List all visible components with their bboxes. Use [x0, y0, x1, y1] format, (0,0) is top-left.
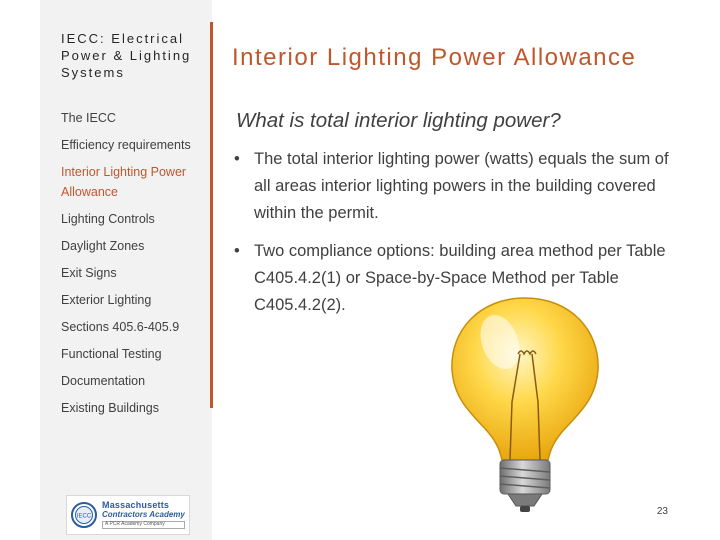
bullet-item	[234, 146, 674, 227]
logo-badge-text: IECC	[76, 513, 92, 520]
sidebar-item-lighting-controls[interactable]: Lighting Controls	[61, 212, 155, 226]
sidebar-item-existing-buildings[interactable]: Existing Buildings	[61, 401, 159, 415]
question-heading: What is total interior lighting power?	[236, 109, 561, 132]
bullet-text: Two compliance options: building area method per Table C405.4.2(1) or Space-by-Space Method per Table C405.4.2(2).	[254, 242, 666, 314]
page-number: 23	[656, 506, 668, 517]
light-bulb-icon	[440, 292, 610, 522]
sidebar-nav	[61, 108, 211, 425]
page-title: Interior Lighting Power Allowance	[232, 44, 637, 71]
logo-line-1: Massachusetts	[102, 500, 170, 511]
sidebar-item-functional-testing[interactable]: Functional Testing	[61, 347, 162, 361]
sidebar-item-sections-405-6-405-9[interactable]: Sections 405.6-405.9	[61, 320, 180, 334]
logo-line-3: A PCR Academy Company	[102, 521, 185, 528]
sidebar-item-interior-lighting-power-allowance[interactable]: Interior Lighting Power Allowance	[61, 165, 187, 199]
sidebar-item-efficiency-requirements[interactable]: Efficiency requirements	[61, 138, 191, 152]
academy-logo	[66, 495, 190, 535]
logo-line-2: Contractors Academy	[102, 509, 185, 519]
sidebar-item-documentation[interactable]: Documentation	[61, 374, 146, 388]
sidebar-item-the-iecc[interactable]: The IECC	[61, 111, 116, 125]
academy-seal-icon	[71, 502, 97, 528]
bullet-text: The total interior lighting power (watts) equals the sum of all areas interior lighting powers in the building covered within the permit.	[254, 150, 669, 222]
bullet-dot-icon: •	[234, 150, 240, 168]
sidebar-item-exit-signs[interactable]: Exit Signs	[61, 266, 117, 280]
sidebar-item-daylight-zones[interactable]: Daylight Zones	[61, 239, 145, 253]
sidebar-item-exterior-lighting[interactable]: Exterior Lighting	[61, 293, 152, 307]
bullet-dot-icon: •	[234, 242, 240, 260]
sidebar-title: IECC: Electrical Power & Lighting Systems	[61, 31, 192, 80]
